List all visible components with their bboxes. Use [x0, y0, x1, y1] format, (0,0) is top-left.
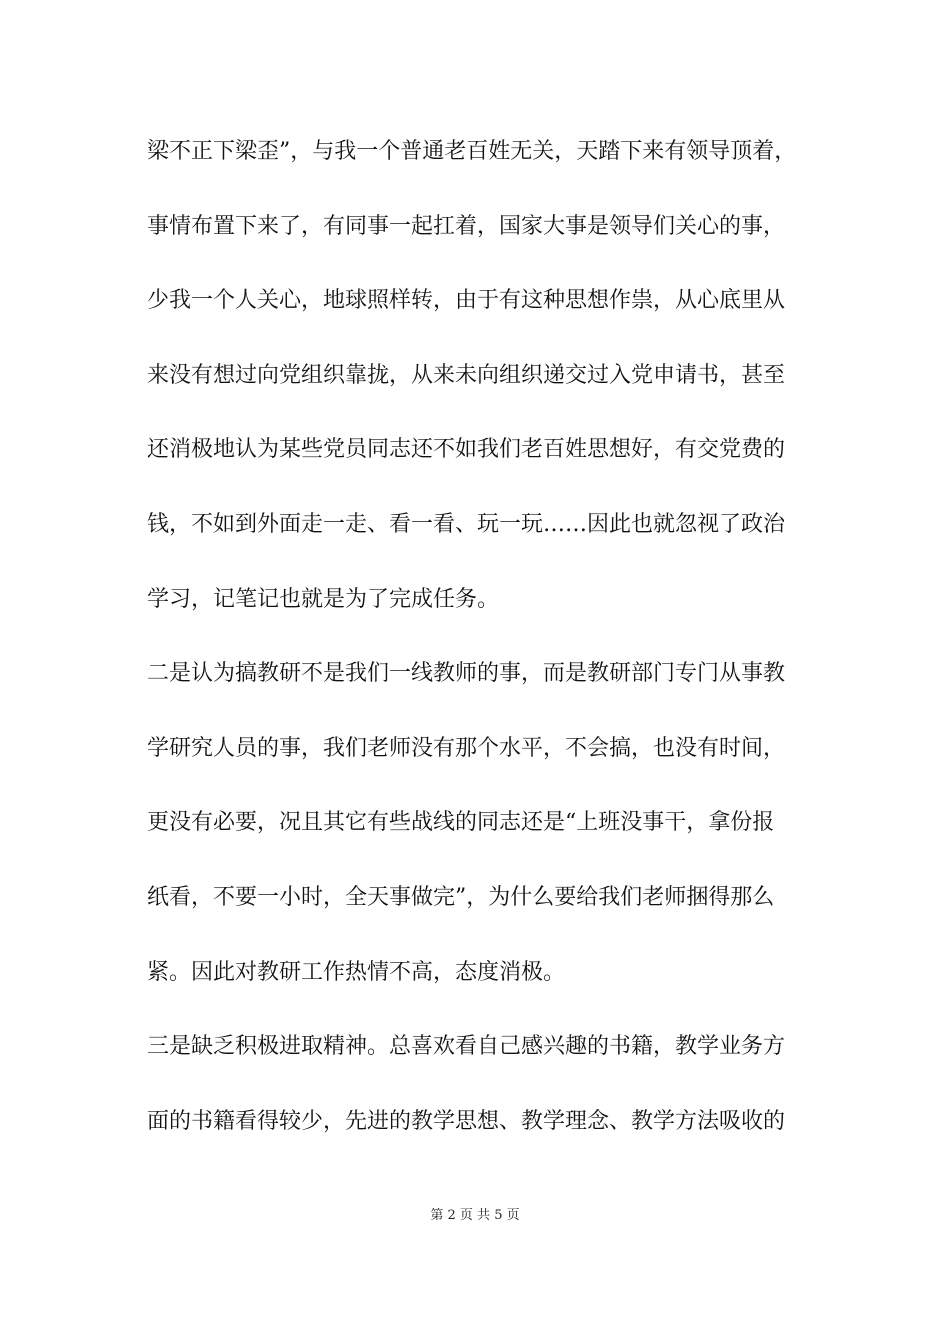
body-text	[147, 127, 827, 1171]
text-line: 学习，记笔记也就是为了完成任务。	[147, 586, 500, 612]
text-line: 还消极地认为某些党员同志还不如我们老百姓思想好，有交党费的	[147, 437, 786, 463]
text-line: 二是认为搞教研不是我们一线教师的事，而是教研部门专门从事教	[147, 661, 786, 687]
text-line: 面的书籍看得较少，先进的教学思想、教学理念、教学方法吸收的	[147, 1108, 786, 1134]
text-line: 三是缺乏积极进取精神。总喜欢看自己感兴趣的书籍，教学业务方	[147, 1034, 786, 1060]
text-line: 紧。因此对教研工作热情不高，态度消极。	[147, 959, 566, 985]
page-footer: 第 2 页 共 5 页	[430, 1208, 520, 1223]
text-line: 梁不正下梁歪”，与我一个普通老百姓无关，天踏下来有领导顶着，	[147, 139, 797, 164]
text-line: 事情布置下来了，有同事一起扛着，国家大事是领导们关心的事，	[147, 213, 786, 239]
text-line: 纸看，不要一小时，全天事做完”，为什么要给我们老师捆得那么	[147, 884, 775, 910]
text-line: 钱，不如到外面走一走、看一看、玩一玩……因此也就忽视了政治	[147, 511, 786, 537]
text-line: 更没有必要，况且其它有些战线的同志还是“上班没事干，拿份报	[147, 810, 775, 836]
text-line: 学研究人员的事，我们老师没有那个水平，不会搞，也没有时间，	[147, 735, 786, 761]
text-line: 少我一个人关心，地球照样转，由于有这种思想作祟，从心底里从	[147, 288, 786, 314]
text-line: 来没有想过向党组织靠拢，从来未向组织递交过入党申请书，甚至	[147, 362, 786, 388]
